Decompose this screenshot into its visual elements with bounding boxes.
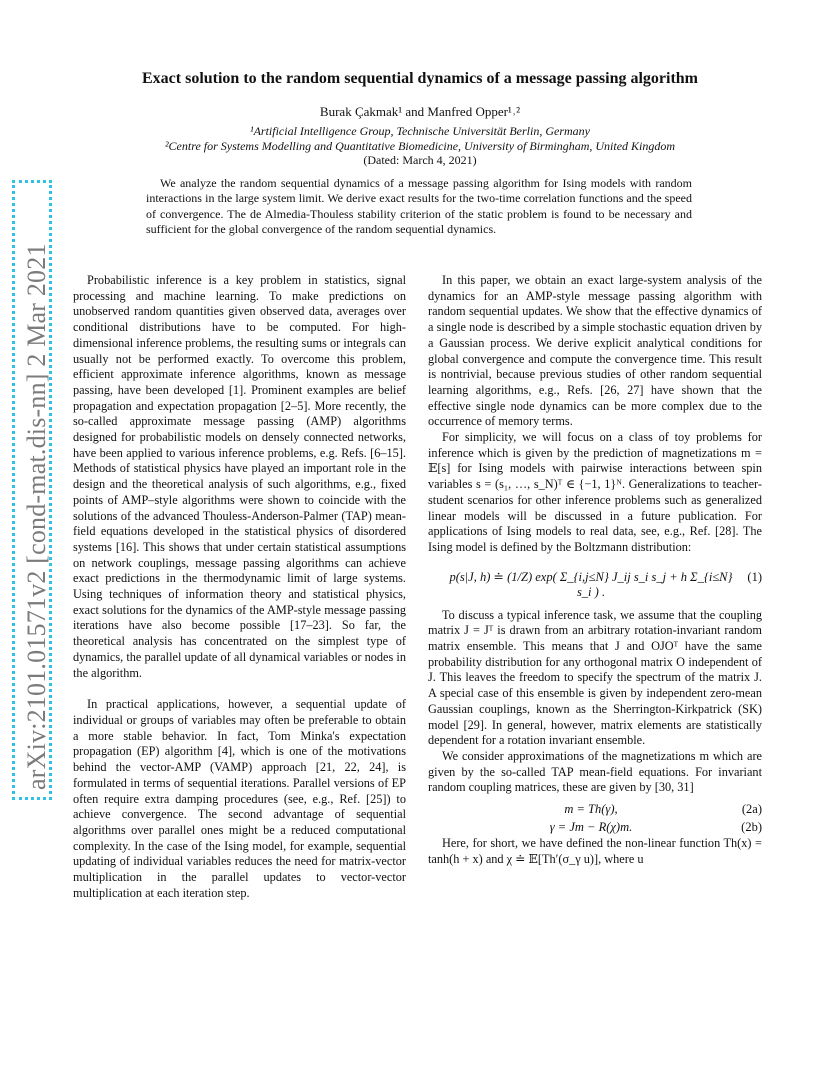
equation-2b-body: γ = Jm − R(χ)m.	[549, 820, 633, 835]
equation-2b-number: (2b)	[741, 820, 762, 835]
right-paragraph-3: To discuss a typical inference task, we assume that the coupling matrix J = Jᵀ is drawn from an arbitrary rotation-invariant random matrix ensemble. This means that J and OJOᵀ have the same probability distribution for any orthogonal matrix O independent of J. This leaves the freedom to specify the spectrum of the matrix J. A special case of this ensemble is given by independent zero-mean Gaussian couplings, known as the Sherrington-Kirkpatrick (SK) model [29]. In general, however, matrix elements are statistically dependent for a rotation invariant ensemble.	[428, 607, 762, 748]
paper-authors: Burak Çakmak¹ and Manfred Opper¹˒²	[319, 104, 521, 119]
equation-2	[428, 796, 762, 836]
right-paragraph-1: In this paper, we obtain an exact large-system analysis of the dynamics for an AMP-style message passing algorithm with random sequential updates. We show that the effective dynamics of a single node is described by a simple stochastic equation driven by a Gaussian process. We derive explicit analytical conditions for global convergence and compute the convergence time. This result is nontrivial, because previous studies of other random sequential learning algorithms, e.g., Refs. [26, 27] have shown that the effective single node dynamics can be more complex due to the occurrence of memory terms.	[428, 273, 762, 429]
intro-paragraph-2: In practical applications, however, a sequential update of individual or groups of variables may often be preferable to obtain a more stable behavior. In fact, Tom Minka's expectation propagation (EP) algorithm [4], which is one of the motivations behind the vector-AMP (VAMP) approach [21, 22, 24], is formulated in terms of sequential iterations. Parallel versions of EP often require extra damping procedures (see, e.g., Ref. [25]) to achieve convergence. The second advantage of sequential algorithms over parallel ones might be a reduced computational complexity. In the case of the Ising model, for example, sequential updating of individual variables reduces the need for matrix-vector multiplication in the parallel updates to vector-vector multiplication at each iteration step.	[73, 697, 406, 900]
arxiv-identifier[interactable]: arXiv:2101.01571v2 [cond-mat.dis-nn] 2 Mar 2021	[22, 243, 51, 790]
right-paragraph-2: For simplicity, we will focus on a class of toy problems for inference which is given by the prediction of magnetizations m = 𝔼[s] for Ising models with pairwise interactions between spin variables s = (s₁, …, s_N)ᵀ ∈ {−1, 1}ᴺ. Generalizations to teacher-student scenarios for other inference problems such as generalized linear models will be discussed in a future publication. For applications of Ising models to real data, see, e.g., Ref. [28]. The Ising model is defined by the Boltzmann distribution:	[428, 430, 762, 554]
date-line: (Dated: March 4, 2021)	[363, 153, 477, 167]
right-paragraph-4: We consider approximations of the magnetizations m which are given by the so-called TAP mean-field equations. For invariant random coupling matrices, these are given by [30, 31]	[428, 748, 762, 795]
paper-title: Exact solution to the random sequential dynamics of a message passing algorithm	[141, 70, 699, 87]
abstract: We analyze the random sequential dynamics of a message passing algorithm for Ising models with random interactions in the large system limit. We derive exact results for the two-time correlation functions and the speed of convergence. The de Almedia-Thouless stability criterion of the static problem is found to be necessary and sufficient for the global convergence of the random sequential dynamics.	[146, 176, 692, 236]
left-column	[73, 273, 406, 901]
equation-1-number: (1)	[747, 569, 762, 584]
intro-paragraph-1: Probabilistic inference is a key problem in statistics, signal processing and machine learning. To make predictions on unobserved random quantities given observed data, averages over conditional distributions have to be computed. For high-dimensional inference problems, the resulting sums or integrals can usually not be performed exactly. To overcome this problem, efficient approximate inference algorithms, known as message passing, have been developed [1]. Prominent examples are belief propagation and expectation propagation [2–5]. More recently, the so-called approximate message passing (AMP) algorithms designed for probabilistic models on densely connected networks, have been applied to various inference problems, e.g. Refs. [6–15]. Methods of statistical physics have played an important role in the design and the theoretical analysis of such algorithms, e.g., fixed points of AMP–style algorithms were shown to coincide with the solutions of the advanced Thouless-Anderson-Palmer (TAP) mean-field equations developed in the statistical physics of disordered systems [16]. This shows that under certain statistical assumptions on network couplings, message passing algorithms can achieve exact predictions in the thermodynamic limit of large systems. Using techniques of information theory and statistical physics, exact solutions for the dynamics of the AMP-style message passing iterations have also become possible [17–23]. So far, the theoretical analysis has concentrated on the simplest type of dynamics, the parallel update of all dynamical variables or nodes in the algorithm.	[73, 273, 406, 680]
affiliation-2: ²Centre for Systems Modelling and Quantitative Biomedicine, University of Birmingham, United Kingdom	[164, 139, 676, 153]
equation-1-body: p(s|J, h) ≐ (1/Z) exp( Σ_{i,j≤N} J_ij s_i s_j + h Σ_{i≤N} s_i ) .	[449, 569, 733, 600]
equation-2a-number: (2a)	[741, 802, 762, 817]
right-paragraph-5: Here, for short, we have defined the non-linear function Th(x) = tanh(h + x) and χ ≐ 𝔼[Th′(σ_γ u)], where u	[428, 836, 762, 866]
right-column	[428, 273, 762, 868]
equation-1	[428, 556, 762, 608]
equation-2a-body: m = Th(γ),	[564, 802, 618, 817]
affiliation-1: ¹Artificial Intelligence Group, Technische Universität Berlin, Germany	[250, 124, 590, 138]
